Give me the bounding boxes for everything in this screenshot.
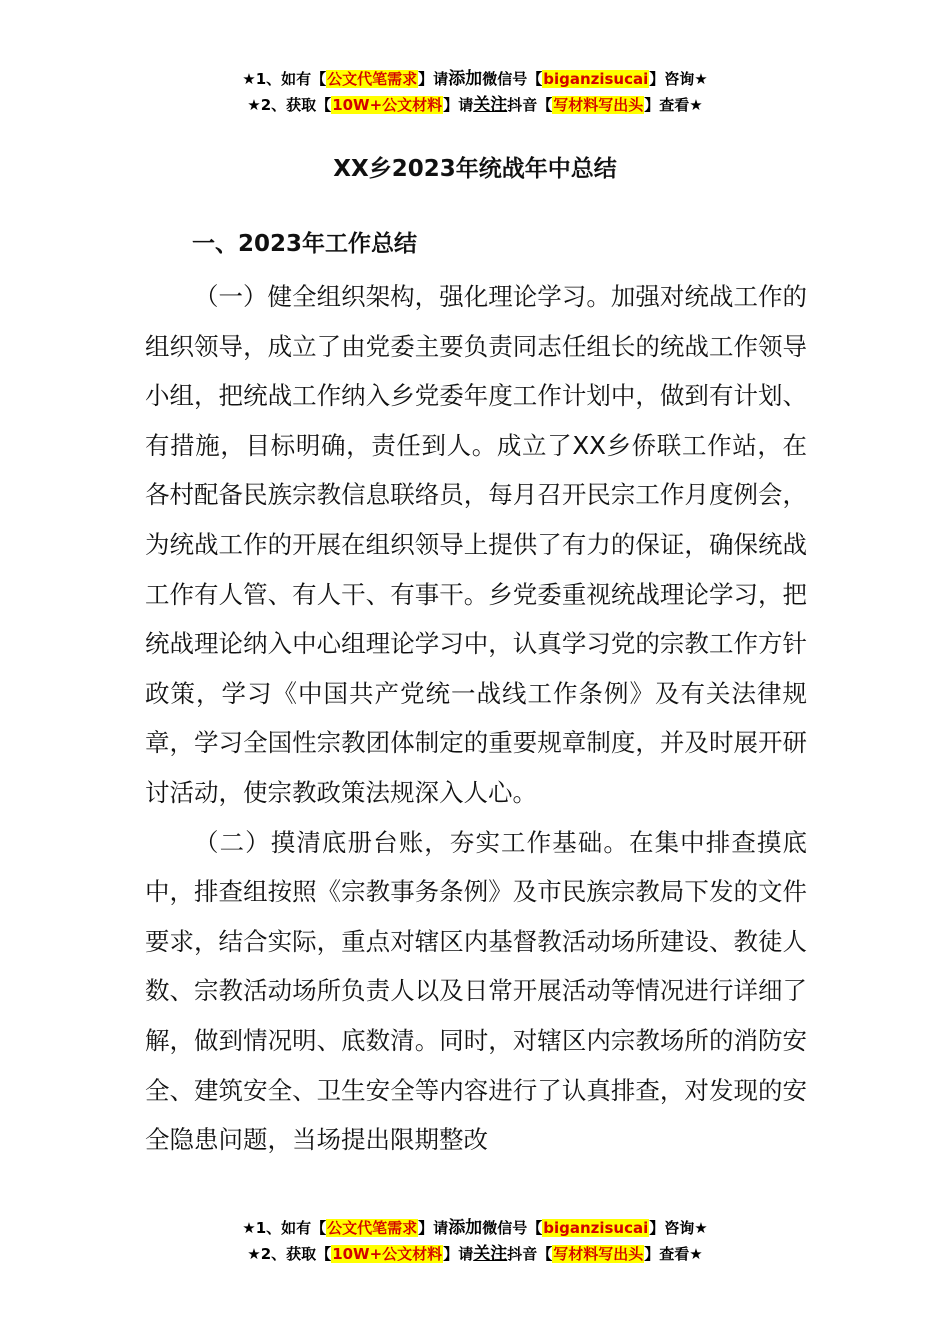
promo-emphasis: 关注 <box>473 1244 508 1264</box>
promo-line-2 <box>0 1241 950 1267</box>
promo-highlight: 公文代笔需求 <box>327 70 418 88</box>
promo-text: 微信号【 <box>482 70 543 88</box>
body-paragraph: （二）摸清底册台账，夯实工作基础。在集中排查摸底中，排查组按照《宗教事务条例》及市民族宗教局下发的文件要求，结合实际，重点对辖区内基督教活动场所建设、教徒人数、宗教活动场所负责人以及日常开展活动等情况进行详细了解，做到情况明、底数清。同时，对辖区内宗教场所的消防安全、建筑安全、卫生安全等内容进行了认真排查，对发现的安全隐患问题，当场提出限期整改 <box>145 827 807 1155</box>
promo-douyin-account: 写材料写出头 <box>553 1245 644 1263</box>
promo-highlight: 10W+公文材料 <box>332 96 443 114</box>
body-paragraph: （一）健全组织架构，强化理论学习。加强对统战工作的组织领导，成立了由党委主要负责同志任组长的统战工作领导小组，把统战工作纳入乡党委年度工作计划中，做到有计划、有措施，目标明确，责任到人。成立了XX乡侨联工作站，在各村配备民族宗教信息联络员，每月召开民宗工作月度例会，为统战工作的开展在组织领导上提供了有力的保证，确保统战工作有人管、有人干、有事干。乡党委重视统战理论学习，把统战理论纳入中心组理论学习中，认真学习党的宗教工作方针政策，学习《中国共产党统一战线工作条例》及有关法律规章，学习全国性宗教团体制定的重要规章制度，并及时展开研讨活动，使宗教政策法规深入人心。 <box>145 282 807 807</box>
promo-text: 微信号【 <box>482 1219 543 1237</box>
section-heading: 一、2023年工作总结 <box>192 231 418 257</box>
promo-highlight: 10W+公文材料 <box>332 1245 443 1263</box>
promo-text: 】请 <box>443 96 474 114</box>
promo-emphasis: 添加 <box>448 69 483 89</box>
promo-text: 】请 <box>443 1245 474 1263</box>
promo-emphasis: 关注 <box>473 95 508 115</box>
promo-text: ★2、获取【 <box>247 96 332 114</box>
document-title: XX乡2023年统战年中总结 <box>333 156 617 182</box>
promo-line-1 <box>0 66 950 92</box>
promo-line-1 <box>0 1215 950 1241</box>
footer-promo-banner <box>0 1215 950 1267</box>
promo-text: 】查看★ <box>644 1245 703 1263</box>
promo-douyin-account: 写材料写出头 <box>553 96 644 114</box>
promo-text: 抖音【 <box>507 96 553 114</box>
promo-text: 抖音【 <box>507 1245 553 1263</box>
promo-text: 】咨询★ <box>649 70 708 88</box>
promo-text: ★1、如有【 <box>242 1219 327 1237</box>
promo-text: ★2、获取【 <box>247 1245 332 1263</box>
promo-text: ★1、如有【 <box>242 70 327 88</box>
promo-highlight: 公文代笔需求 <box>327 1219 418 1237</box>
promo-text: 】查看★ <box>644 96 703 114</box>
promo-wechat-id: biganzisucai <box>543 1219 649 1237</box>
promo-emphasis: 添加 <box>448 1218 483 1238</box>
promo-line-2 <box>0 92 950 118</box>
header-promo-banner <box>0 66 950 118</box>
promo-text: 】请 <box>418 70 449 88</box>
promo-wechat-id: biganzisucai <box>543 70 649 88</box>
promo-text: 】咨询★ <box>649 1219 708 1237</box>
document-body <box>145 272 807 1165</box>
promo-text: 】请 <box>418 1219 449 1237</box>
